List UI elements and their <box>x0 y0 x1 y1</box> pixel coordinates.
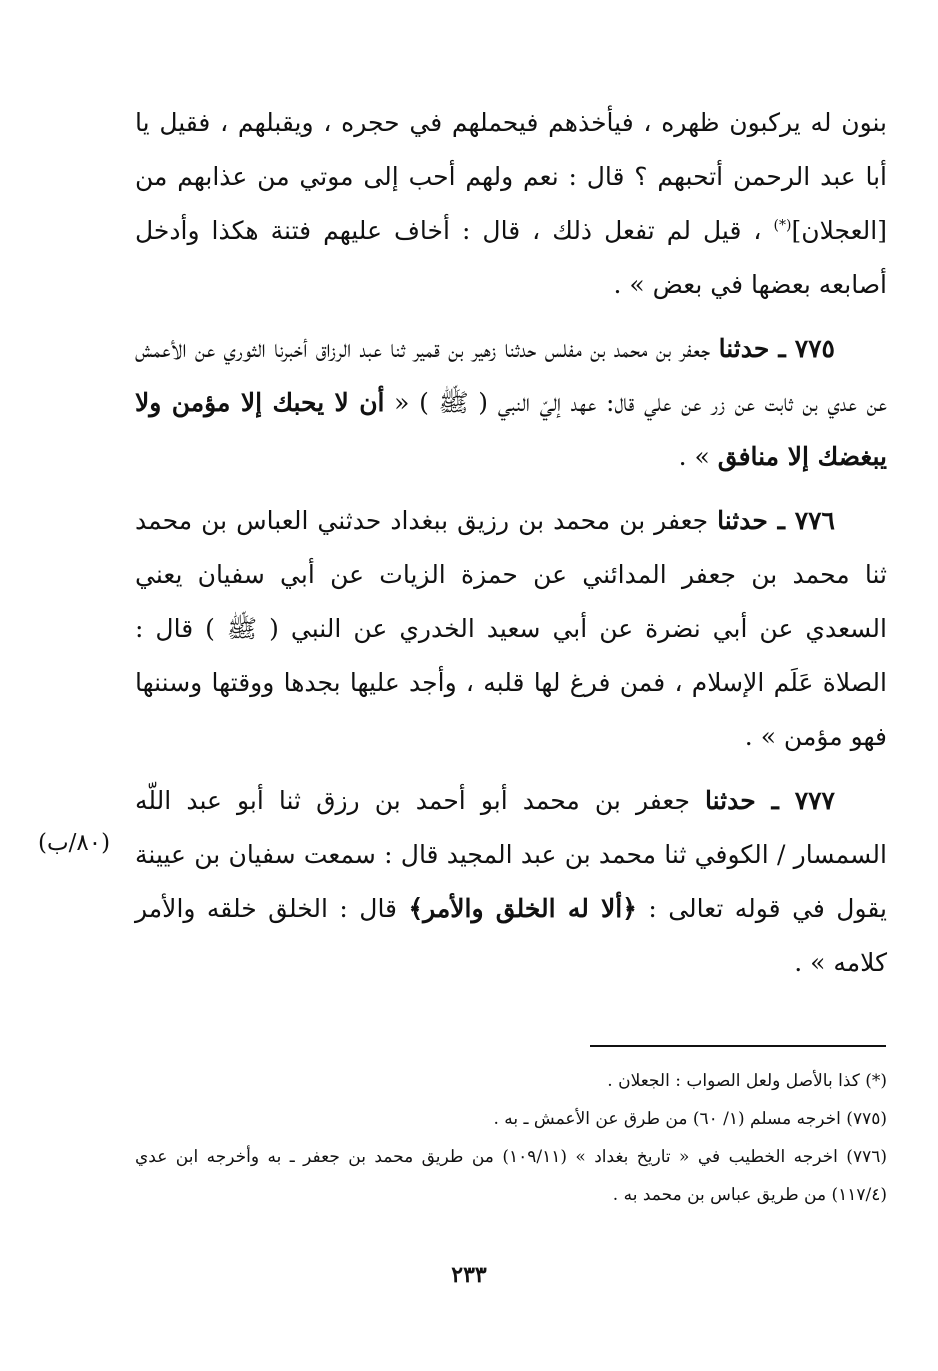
footnote: (*) كذا بالأصل ولعل الصواب : الجعلان . <box>607 1071 887 1091</box>
paragraph-continuation <box>135 96 887 312</box>
hadith-777 <box>135 774 887 990</box>
text-segment: ، قيل لم تفعل ذلك ، قال : أخاف عليهم فتنة هكذا وأدخل أصابعه بعضها في بعض » . <box>135 216 887 299</box>
footnote-marker: (*) <box>773 217 792 234</box>
text-segment: جعفر بن محمد أبو أحمد بن رزق ثنا أبو عبد اللّه السمسار / الكوفي ثنا محمد بن عبد المجيد قال : سمعت سفيان بن عيينة يقول في قوله تعالى : <box>135 786 887 923</box>
hadith-776 <box>135 494 887 764</box>
quran-quote-bold: ﴿ألا له الخلق والأمر﴾ <box>408 894 637 923</box>
text-segment: قال : الخلق خلقه والأمر كلامه » . <box>135 894 887 977</box>
text-segment: بنون له يركبون ظهره ، فيأخذهم فيحملهم في حجره ، ويقبلهم ، فقيل يا أبا عبد الرحمن أتحبهم ؟ قال : نعم ولهم أحب إلى موتي من عذابهم من [العجلان] <box>135 108 887 245</box>
footnote-divider <box>590 1045 886 1047</box>
main-text <box>135 96 887 1000</box>
text-segment: جعفر بن محمد بن رزيق ببغداد حدثني العباس بن محمد ثنا محمد بن جعفر المدائني عن حمزة الزيات عن أبي سفيان يعني السعدي عن أبي نضرة عن أبي سعيد الخدري عن النبي ( ﷺ ) قال : الصلاة عَلَم الإسلام ، فمن فرغ لها قلبه ، وأجد عليها بجدها ووقتها وسننها فهو مؤمن » . <box>135 506 887 751</box>
hadith-775 <box>135 322 887 484</box>
hadith-matn-bold: أن لا يحبك إلا مؤمن ولا يبغضك إلا منافق <box>135 388 887 471</box>
text-segment: جعفر بن محمد بن مفلس حدثنا زهير بن قمير ثنا عبد الرزاق أخبرنا الثوري عن الأعمش عن عدي بن ثابت عن زر عن علي قال: عهد إليّ النبي ( ﷺ ) « <box>135 334 888 417</box>
text-segment: » . <box>678 442 718 471</box>
hadith-number: ٧٧٥ ـ حدثنا <box>718 334 835 363</box>
page-number: ٢٣٣ <box>451 1262 487 1288</box>
footnotes <box>135 1062 887 1214</box>
hadith-number: ٧٧٦ ـ حدثنا <box>717 506 835 535</box>
hadith-number: ٧٧٧ ـ حدثنا <box>705 786 835 815</box>
footnote: (٧٧٥) اخرجه مسلم (١/ ٦٠) من طرق عن الأعمش ـ به . <box>493 1109 887 1129</box>
footnote: (٧٧٦) اخرجه الخطيب في « تاريخ بغداد » (١٠٩/١١) من طريق محمد بن جعفر ـ به وأخرجه ابن عدي (١١٧/٤) من طريق عباس بن محمد به . <box>135 1147 887 1205</box>
manuscript-folio-note: (٨٠/ب) <box>38 830 111 856</box>
